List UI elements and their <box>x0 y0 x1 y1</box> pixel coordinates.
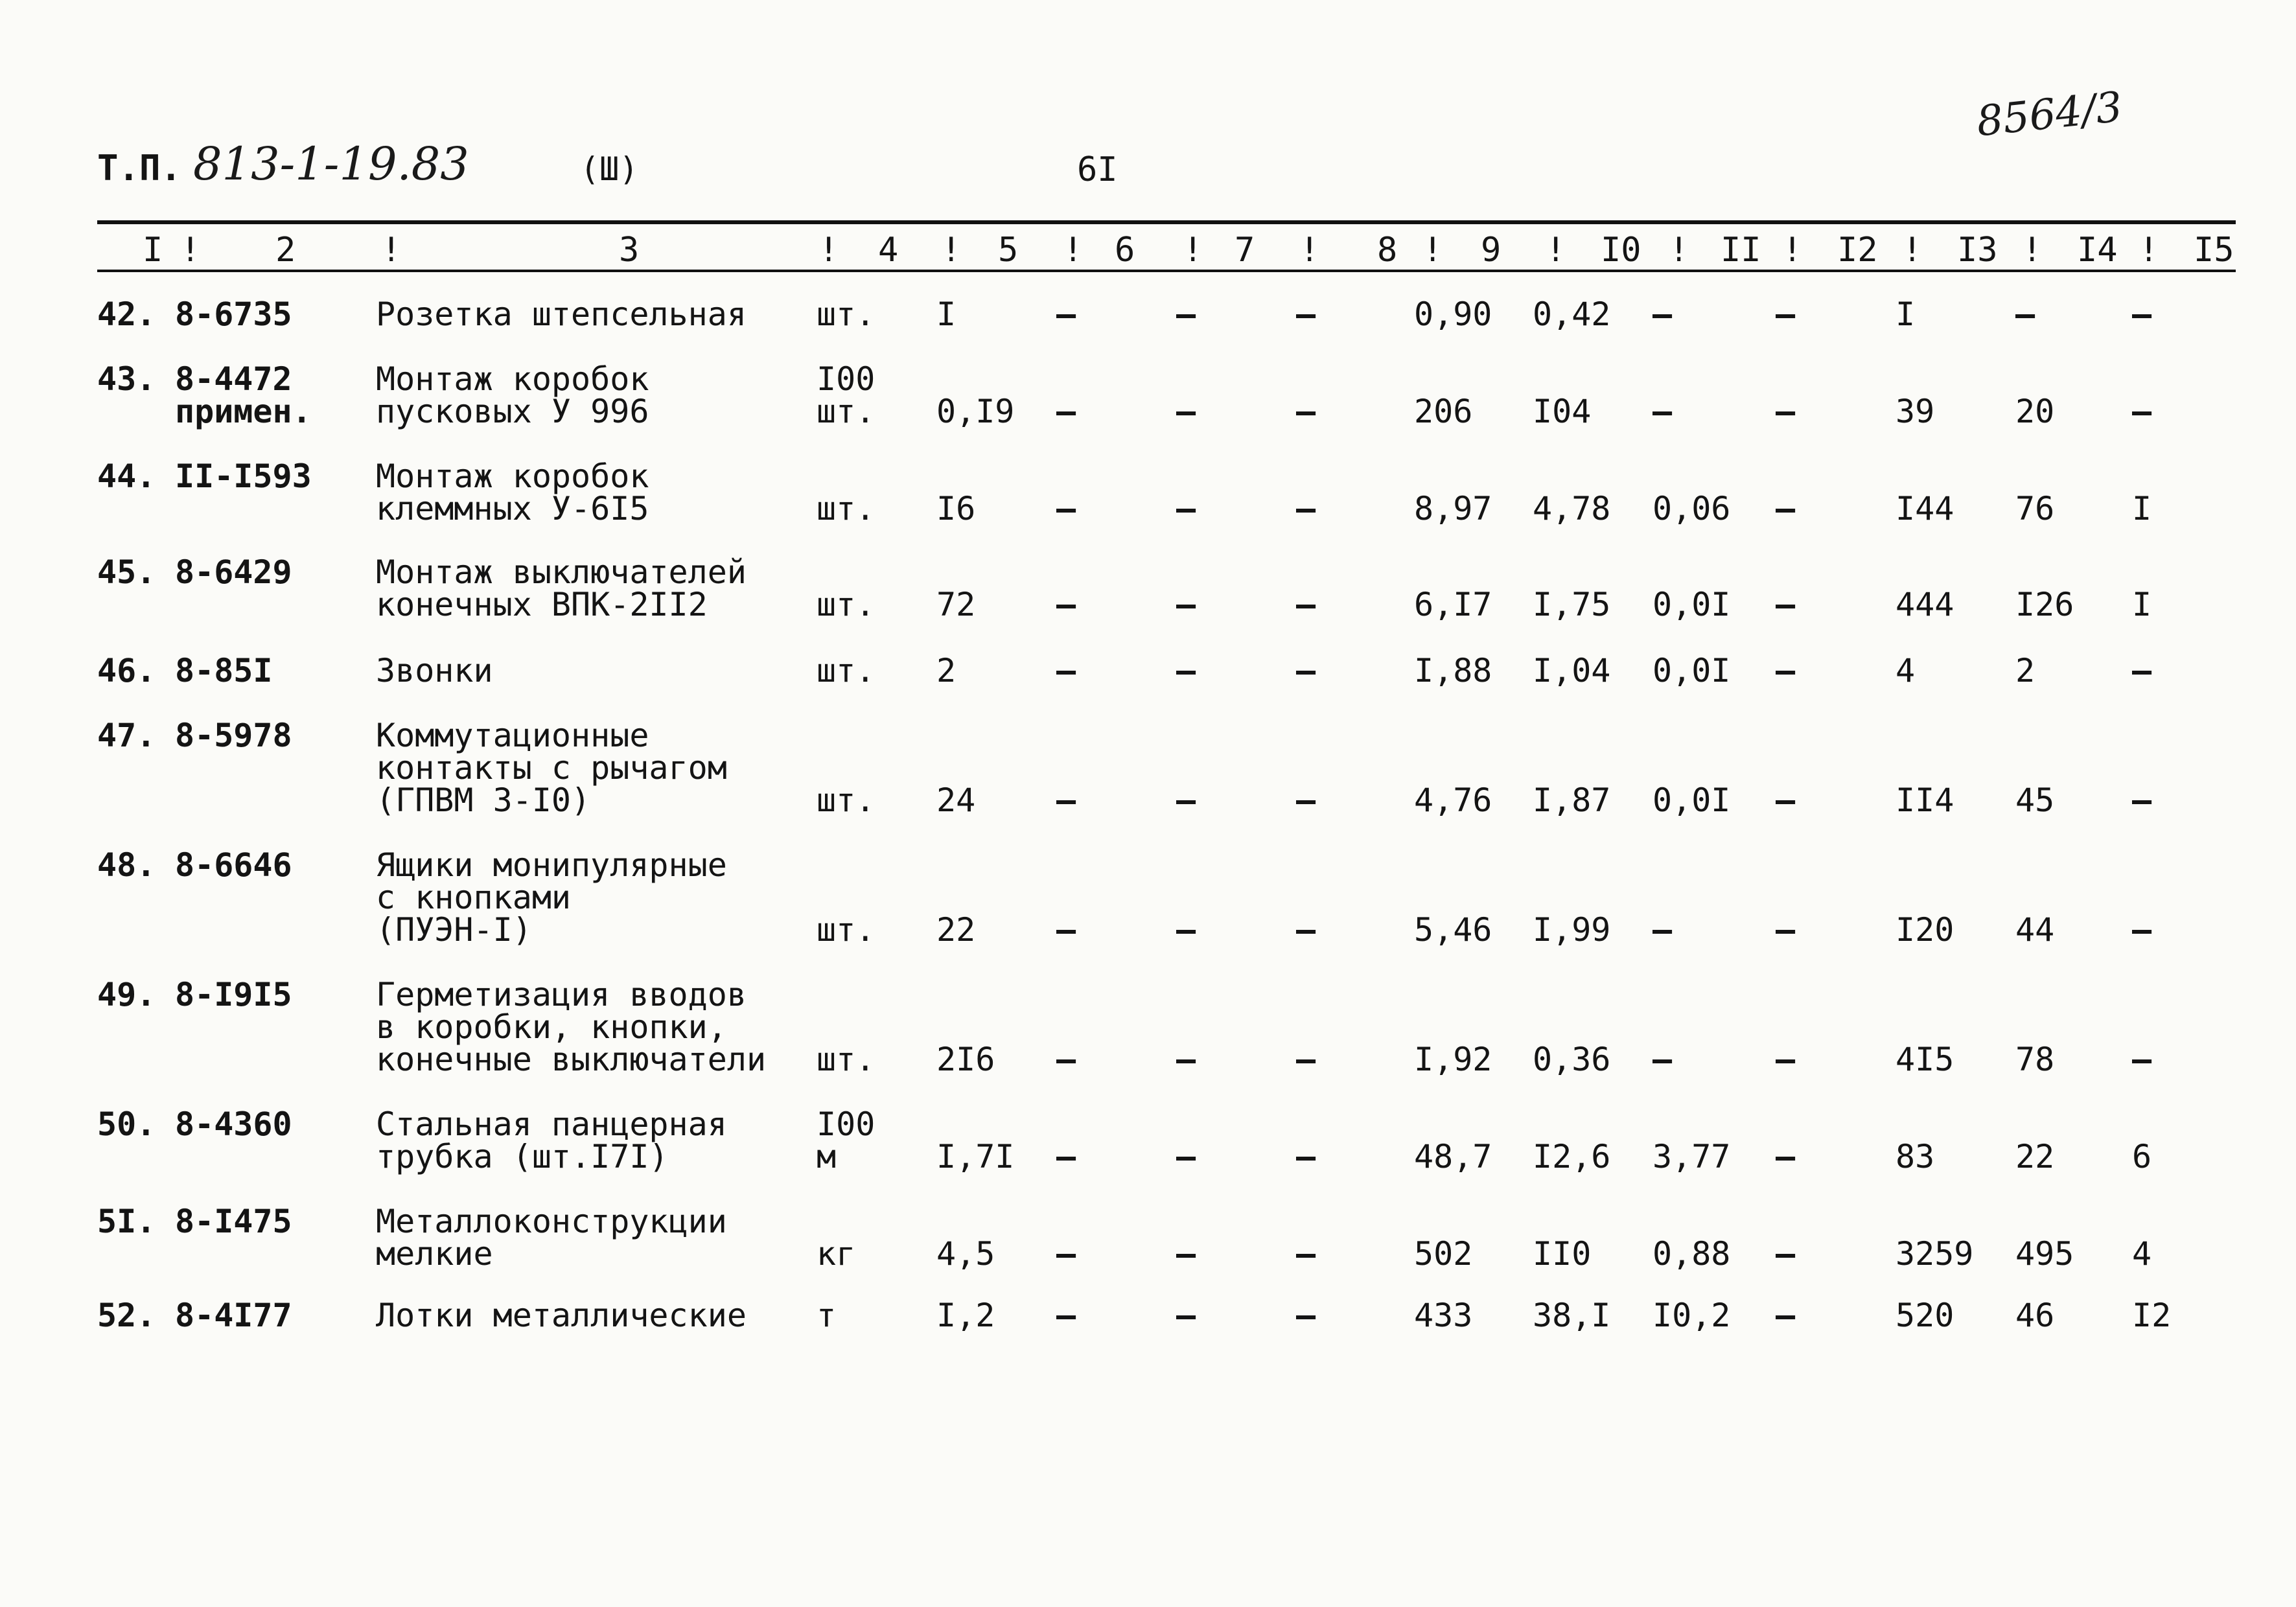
row-code: 8-6735 <box>175 295 292 333</box>
row-value-15: – <box>2132 1041 2152 1078</box>
row-value-7: – <box>1176 781 1196 819</box>
row-value-15: 4 <box>2132 1235 2152 1273</box>
row-value-12: – <box>1776 1235 1796 1273</box>
row-unit: кг <box>817 1235 856 1273</box>
row-value-6: – <box>1056 1041 1076 1078</box>
row-value-5: 4,5 <box>936 1235 995 1273</box>
column-separator: ! <box>1902 231 1923 270</box>
row-name: Монтаж коробок клеммных У-6I5 <box>376 457 649 527</box>
row-value-8: – <box>1296 1235 1316 1273</box>
column-separator: ! <box>818 231 839 270</box>
row-unit: т <box>817 1297 837 1334</box>
row-value-6: – <box>1056 295 1076 333</box>
row-value-12: – <box>1776 586 1796 623</box>
row-value-9: 48,7 <box>1414 1138 1492 1175</box>
row-value-12: – <box>1776 393 1796 430</box>
row-value-15: I2 <box>2132 1297 2172 1334</box>
row-value-7: – <box>1176 911 1196 949</box>
row-value-9: 433 <box>1414 1297 1473 1334</box>
row-value-15: 6 <box>2132 1138 2152 1175</box>
row-name: Монтаж выключателей конечных ВПК-2II2 <box>376 553 747 623</box>
row-value-14: 76 <box>2015 490 2055 527</box>
row-code: 8-I9I5 <box>175 976 292 1013</box>
table-top-rule <box>97 220 2236 224</box>
row-name: Звонки <box>376 652 493 689</box>
column-separator: ! <box>1546 231 1566 270</box>
row-value-15: – <box>2132 911 2152 949</box>
row-value-7: – <box>1176 1138 1196 1175</box>
row-value-8: – <box>1296 295 1316 333</box>
row-code: 8-I475 <box>175 1203 292 1240</box>
row-code: 8-85I <box>175 652 273 689</box>
row-value-8: – <box>1296 652 1316 689</box>
row-value-13: 444 <box>1896 586 1954 623</box>
row-value-9: I,88 <box>1414 652 1492 689</box>
row-unit: шт. <box>817 1041 875 1078</box>
column-header: 8 <box>1377 231 1398 270</box>
row-value-12: – <box>1776 911 1796 949</box>
column-header: 4 <box>878 231 899 270</box>
row-value-7: – <box>1176 393 1196 430</box>
row-value-12: – <box>1776 1297 1796 1334</box>
row-value-13: 3259 <box>1896 1235 1974 1273</box>
row-value-10: II0 <box>1533 1235 1592 1273</box>
row-value-12: – <box>1776 295 1796 333</box>
column-header: 3 <box>619 231 640 270</box>
row-number: 46. <box>97 652 156 689</box>
row-value-6: – <box>1056 586 1076 623</box>
row-name: Ящики монипулярные с кнопками (ПУЭН-I) <box>376 846 727 949</box>
row-number: 5I. <box>97 1203 156 1240</box>
row-value-14: 78 <box>2015 1041 2055 1078</box>
row-value-10: 0,42 <box>1533 295 1611 333</box>
row-number: 43. <box>97 360 156 398</box>
row-value-9: 4,76 <box>1414 781 1492 819</box>
row-name: Герметизация вводов в коробки, кнопки, конечные выключатели <box>376 976 767 1078</box>
row-value-15: I <box>2132 490 2152 527</box>
row-value-14: I26 <box>2015 586 2074 623</box>
row-code: 8-6646 <box>175 846 292 884</box>
row-name: Металлоконструкции мелкие <box>376 1203 727 1273</box>
row-number: 52. <box>97 1297 156 1334</box>
column-separator: ! <box>2139 231 2159 270</box>
document-stamp-number: 8564/3 <box>1974 83 2125 146</box>
row-value-15: – <box>2132 781 2152 819</box>
row-value-13: 39 <box>1896 393 1935 430</box>
row-value-13: I20 <box>1896 911 1954 949</box>
column-header: II <box>1721 231 1761 270</box>
row-code: 8-4472 примен. <box>175 360 312 430</box>
column-header: I4 <box>2077 231 2118 270</box>
column-separator: ! <box>1183 231 1203 270</box>
row-value-13: 4I5 <box>1896 1041 1954 1078</box>
row-value-14: 46 <box>2015 1297 2055 1334</box>
row-value-5: 2 <box>936 652 957 689</box>
row-unit: шт. <box>817 652 875 689</box>
column-separator: ! <box>1782 231 1803 270</box>
row-value-14: 495 <box>2015 1235 2074 1273</box>
row-value-6: – <box>1056 1297 1076 1334</box>
row-number: 44. <box>97 457 156 495</box>
column-separator: ! <box>1063 231 1084 270</box>
table-header-rule <box>97 270 2236 272</box>
row-value-12: – <box>1776 652 1796 689</box>
row-value-11: 0,0I <box>1652 652 1731 689</box>
row-value-8: – <box>1296 911 1316 949</box>
row-value-6: – <box>1056 911 1076 949</box>
column-separator: ! <box>941 231 962 270</box>
row-number: 45. <box>97 553 156 591</box>
row-value-15: – <box>2132 295 2152 333</box>
row-value-9: I,92 <box>1414 1041 1492 1078</box>
column-header: 6 <box>1115 231 1135 270</box>
row-value-5: 0,I9 <box>936 393 1015 430</box>
row-value-5: I <box>936 295 957 333</box>
row-value-6: – <box>1056 781 1076 819</box>
row-value-11: – <box>1652 911 1673 949</box>
row-value-10: 4,78 <box>1533 490 1611 527</box>
row-value-7: – <box>1176 586 1196 623</box>
row-value-8: – <box>1296 393 1316 430</box>
column-header: 9 <box>1481 231 1502 270</box>
row-code: 8-5978 <box>175 717 292 754</box>
row-value-7: – <box>1176 295 1196 333</box>
row-value-15: – <box>2132 393 2152 430</box>
row-value-14: 2 <box>2015 652 2035 689</box>
row-name: Розетка штепсельная <box>376 295 747 333</box>
column-header: 5 <box>998 231 1019 270</box>
row-value-12: – <box>1776 1041 1796 1078</box>
row-value-7: – <box>1176 490 1196 527</box>
row-value-10: I2,6 <box>1533 1138 1611 1175</box>
row-value-6: – <box>1056 1235 1076 1273</box>
row-unit: I00 м <box>817 1105 875 1175</box>
row-value-13: 83 <box>1896 1138 1935 1175</box>
row-value-7: – <box>1176 652 1196 689</box>
row-value-6: – <box>1056 652 1076 689</box>
header-prefix: Т.П. <box>97 148 182 189</box>
row-value-15: – <box>2132 652 2152 689</box>
column-separator: ! <box>381 231 402 270</box>
row-value-9: 0,90 <box>1414 295 1492 333</box>
row-value-8: – <box>1296 1138 1316 1175</box>
row-value-5: I6 <box>936 490 976 527</box>
row-name: Стальная панцерная трубка (шт.I7I) <box>376 1105 727 1175</box>
row-value-13: 4 <box>1896 652 1916 689</box>
row-value-11: I0,2 <box>1652 1297 1731 1334</box>
row-value-9: 5,46 <box>1414 911 1492 949</box>
row-code: 8-4I77 <box>175 1297 292 1334</box>
row-code: II-I593 <box>175 457 312 495</box>
row-value-10: I04 <box>1533 393 1592 430</box>
header-code: 813-1-19.83 <box>193 137 469 191</box>
row-value-11: – <box>1652 393 1673 430</box>
row-value-8: – <box>1296 781 1316 819</box>
row-number: 42. <box>97 295 156 333</box>
row-value-11: – <box>1652 1041 1673 1078</box>
row-number: 47. <box>97 717 156 754</box>
row-value-8: – <box>1296 1297 1316 1334</box>
row-name: Лотки металлические <box>376 1297 747 1334</box>
column-header: I3 <box>1957 231 1998 270</box>
row-value-6: – <box>1056 393 1076 430</box>
row-number: 48. <box>97 846 156 884</box>
row-value-8: – <box>1296 1041 1316 1078</box>
row-value-11: 0,88 <box>1652 1235 1731 1273</box>
row-value-10: I,99 <box>1533 911 1611 949</box>
page-number: 6I <box>1077 150 1118 189</box>
row-value-11: 0,0I <box>1652 781 1731 819</box>
row-value-7: – <box>1176 1041 1196 1078</box>
row-value-14: 44 <box>2015 911 2055 949</box>
row-unit: шт. <box>817 781 875 819</box>
row-unit: шт. <box>817 490 875 527</box>
column-separator: ! <box>1669 231 1689 270</box>
row-unit: шт. <box>817 911 875 949</box>
row-value-13: II4 <box>1896 781 1954 819</box>
column-header: I <box>143 231 163 270</box>
row-unit: шт. <box>817 586 875 623</box>
row-value-8: – <box>1296 586 1316 623</box>
column-header: 7 <box>1235 231 1255 270</box>
column-header: I2 <box>1837 231 1878 270</box>
row-value-12: – <box>1776 490 1796 527</box>
row-value-5: 72 <box>936 586 976 623</box>
row-value-14: 45 <box>2015 781 2055 819</box>
row-value-9: 6,I7 <box>1414 586 1492 623</box>
row-value-11: 0,06 <box>1652 490 1731 527</box>
row-value-8: – <box>1296 490 1316 527</box>
row-value-5: 2I6 <box>936 1041 995 1078</box>
row-value-6: – <box>1056 490 1076 527</box>
column-header: 2 <box>275 231 296 270</box>
row-code: 8-6429 <box>175 553 292 591</box>
row-unit: шт. <box>817 295 875 333</box>
row-value-10: 38,I <box>1533 1297 1611 1334</box>
row-value-14: 22 <box>2015 1138 2055 1175</box>
row-value-10: I,04 <box>1533 652 1611 689</box>
row-value-11: 0,0I <box>1652 586 1731 623</box>
row-value-14: 20 <box>2015 393 2055 430</box>
row-value-13: I44 <box>1896 490 1954 527</box>
column-header: I0 <box>1601 231 1641 270</box>
row-value-5: I,2 <box>936 1297 995 1334</box>
row-value-11: 3,77 <box>1652 1138 1731 1175</box>
row-code: 8-4360 <box>175 1105 292 1143</box>
row-value-9: 206 <box>1414 393 1473 430</box>
row-value-13: 520 <box>1896 1297 1954 1334</box>
row-value-9: 8,97 <box>1414 490 1492 527</box>
row-value-10: I,75 <box>1533 586 1611 623</box>
row-number: 49. <box>97 976 156 1013</box>
row-value-5: 24 <box>936 781 976 819</box>
row-value-15: I <box>2132 586 2152 623</box>
column-header: I5 <box>2194 231 2234 270</box>
row-value-9: 502 <box>1414 1235 1473 1273</box>
row-name: Коммутационные контакты с рычагом (ГПВМ 3-I0) <box>376 717 727 819</box>
column-separator: ! <box>2022 231 2043 270</box>
row-name: Монтаж коробок пусковых У 996 <box>376 360 649 430</box>
row-value-5: 22 <box>936 911 976 949</box>
row-value-12: – <box>1776 1138 1796 1175</box>
row-value-12: – <box>1776 781 1796 819</box>
row-value-10: 0,36 <box>1533 1041 1611 1078</box>
row-value-10: I,87 <box>1533 781 1611 819</box>
row-value-13: I <box>1896 295 1916 333</box>
row-value-5: I,7I <box>936 1138 1015 1175</box>
row-value-14: – <box>2015 295 2035 333</box>
header-part: (Ш) <box>580 150 639 188</box>
row-value-7: – <box>1176 1235 1196 1273</box>
column-separator: ! <box>1299 231 1320 270</box>
column-separator: ! <box>1422 231 1443 270</box>
column-separator: ! <box>180 231 201 270</box>
row-value-7: – <box>1176 1297 1196 1334</box>
row-value-11: – <box>1652 295 1673 333</box>
row-unit: I00 шт. <box>817 360 875 430</box>
row-value-6: – <box>1056 1138 1076 1175</box>
row-number: 50. <box>97 1105 156 1143</box>
